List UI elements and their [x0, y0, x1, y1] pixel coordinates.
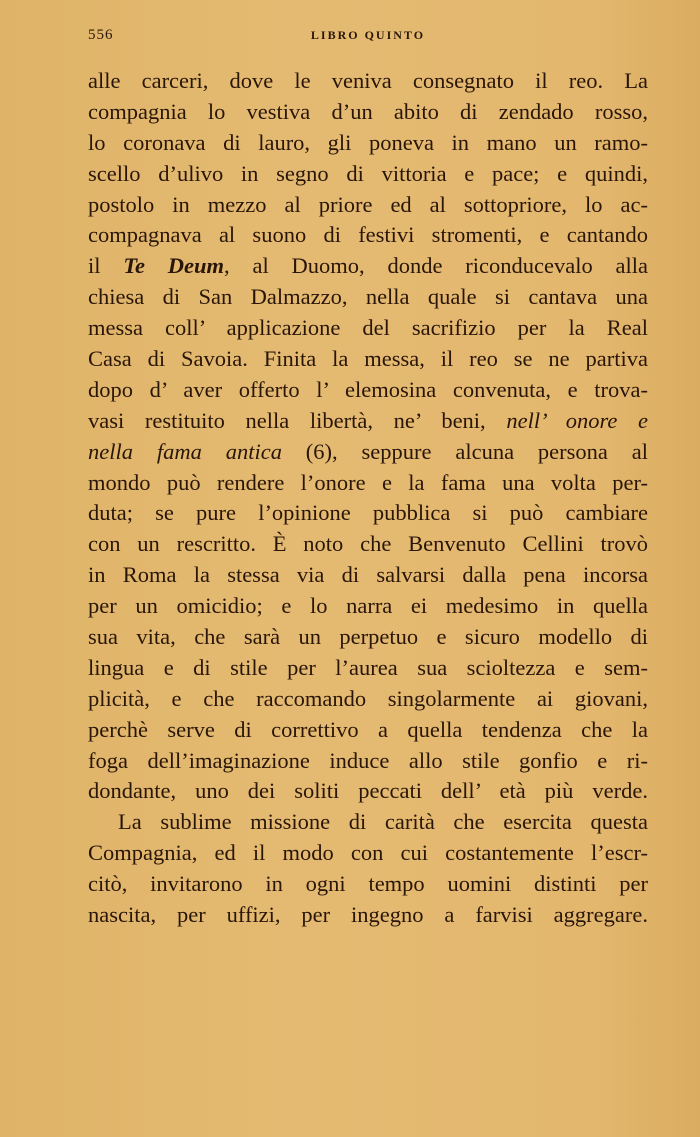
- text-line: [88, 622, 648, 653]
- text-run: , al Duomo, donde riconducevalo alla: [224, 253, 648, 279]
- text-run: vasi restituito nella libertà, ne’ beni,: [88, 407, 507, 433]
- text-line: [88, 776, 648, 807]
- text-line: [88, 900, 648, 931]
- text-run: compagnia lo vestiva d’un abito di zendado rosso,: [88, 98, 648, 124]
- text-run: scello d’ulivo in segno di vittoria e pace; e quindi,: [88, 160, 648, 186]
- text-line: [88, 560, 648, 591]
- text-run: in Roma la stessa via di salvarsi dalla pena incorsa: [88, 562, 648, 588]
- text-line: [88, 406, 648, 437]
- italic-text: nella fama antica: [88, 438, 282, 464]
- text-line: [88, 437, 648, 468]
- text-run: lo coronava di lauro, gli poneva in mano un ramo-: [88, 129, 648, 155]
- body-text: [88, 66, 648, 931]
- text-run: chiesa di San Dalmazzo, nella quale si cantava una: [88, 284, 648, 310]
- text-run: per un omicidio; e lo narra ei medesimo in quella: [88, 593, 648, 619]
- text-run: Casa di Savoia. Finita la messa, il reo se ne partiva: [88, 346, 648, 372]
- text-line: [88, 251, 648, 282]
- text-line: [88, 838, 648, 869]
- italic-text: nell’ onore e: [506, 407, 648, 433]
- text-line: [88, 869, 648, 900]
- text-line: [88, 159, 648, 190]
- text-run: lingua e di stile per l’aurea sua scioltezza e sem-: [88, 654, 648, 680]
- text-line: [88, 653, 648, 684]
- paragraph-first-line: [88, 807, 648, 838]
- running-head: [88, 27, 648, 49]
- text-line: [88, 66, 648, 97]
- text-run: dopo d’ aver offerto l’ elemosina convenuta, e trova-: [88, 376, 648, 402]
- text-line: [88, 313, 648, 344]
- text-run: alle carceri, dove le veniva consegnato il reo. La: [88, 68, 648, 93]
- text-run: mondo può rendere l’onore e la fama una volta per-: [88, 469, 648, 495]
- text-run: La sublime missione di carità che esercita questa: [118, 809, 648, 835]
- text-run: il: [88, 253, 124, 279]
- text-run: duta; se pure l’opinione pubblica si può cambiare: [88, 500, 648, 526]
- text-line: [88, 282, 648, 313]
- text-line: [88, 375, 648, 406]
- text-run: sua vita, che sarà un perpetuo e sicuro modello di: [88, 624, 648, 650]
- text-run: dondante, uno dei soliti peccati dell’ età più verde.: [88, 778, 648, 804]
- text-line: [88, 220, 648, 251]
- running-title: LIBRO QUINTO: [310, 28, 426, 42]
- text-line: [88, 128, 648, 159]
- text-run: compagnava al suono di festivi stromenti, e cantando: [88, 222, 648, 248]
- page-number: 556: [88, 27, 114, 43]
- text-run: foga dell’imaginazione induce allo stile gonfio e ri-: [88, 747, 648, 773]
- italic-text: Te Deum: [123, 253, 225, 279]
- text-run: plicità, e che raccomando singolarmente ai giovani,: [88, 685, 648, 711]
- text-run: con un rescritto. È noto che Benvenuto Cellini trovò: [88, 531, 648, 557]
- text-line: [88, 715, 648, 746]
- text-line: [88, 591, 648, 622]
- text-line: [88, 498, 648, 529]
- text-line: [88, 468, 648, 499]
- text-line: [88, 684, 648, 715]
- text-run: postolo in mezzo al priore ed al sottopriore, lo ac-: [88, 191, 648, 217]
- text-line: [88, 529, 648, 560]
- text-line: [88, 746, 648, 777]
- text-line: [88, 97, 648, 128]
- text-run: Compagnia, ed il modo con cui costantemente l’escr-: [88, 840, 648, 866]
- text-line: [88, 190, 648, 221]
- text-run: messa coll’ applicazione del sacrifizio per la Real: [88, 315, 648, 341]
- text-run: citò, invitarono in ogni tempo uomini distinti per: [88, 871, 648, 897]
- text-run: perchè serve di correttivo a quella tendenza che la: [88, 716, 648, 742]
- text-run: (6), seppure alcuna persona al: [281, 438, 648, 464]
- text-run: nascita, per uffizi, per ingegno a farvisi aggregare.: [88, 902, 648, 928]
- text-line: [88, 344, 648, 375]
